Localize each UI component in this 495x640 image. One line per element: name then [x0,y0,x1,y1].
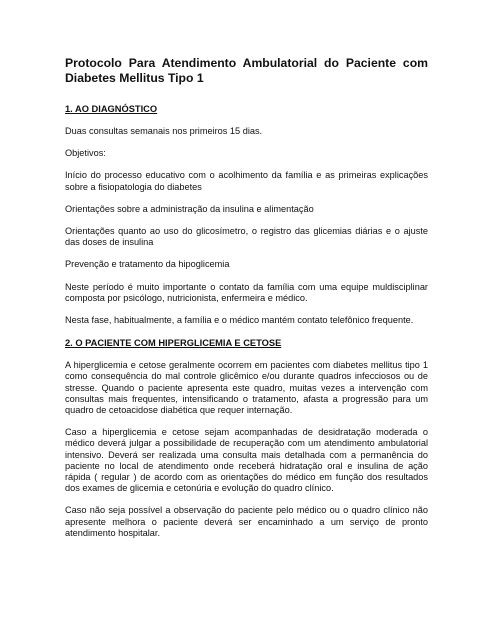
paragraph: Nesta fase, habitualmente, a família e o médico mantém contato telefônico frequente. [65,315,414,326]
paragraph: Início do processo educativo com o acolhimento da família e as primeiras explicações sobre a fisiopatologia do diabetes [65,170,428,192]
paragraph: Orientações sobre a administração da insulina e alimentação [65,203,314,214]
document-title: Protocolo Para Atendimento Ambulatorial do Paciente com Diabetes Mellitus Tipo 1 [65,56,428,85]
paragraph: Objetivos: [65,148,106,159]
paragraph: Orientações quanto ao uso do glicosímetro, o registro das glicemias diárias e o ajuste das doses de insulina [65,226,428,248]
section-heading: 2. O PACIENTE COM HIPERGLICEMIA E CETOSE [65,338,282,349]
paragraph: A hiperglicemia e cetose geralmente ocorrem em pacientes com diabetes mellitus tipo 1 como consequência do mal controle glicêmico e/ou durante quadros infecciosos ou de stresse. Quando o paciente apresenta este quadro, muitas vezes a intervenção com consultas mais frequentes, intensificando o tratamento, afasta a progressão para um quadro de cetoacidose diabética que requer internação. [65,360,428,416]
section-diagnostico [65,103,428,326]
document-page [65,56,428,550]
section-hiperglicemia-cetose [65,337,428,539]
section-heading: 1. AO DIAGNÓSTICO [65,104,158,114]
paragraph: Duas consultas semanais nos primeiros 15 dias. [65,126,263,136]
paragraph: Prevenção e tratamento da hipoglicemia [65,259,230,270]
paragraph: Caso não seja possível a observação do paciente pelo médico ou o quadro clínico não apresente melhora o paciente deverá ser encaminhado a um serviço de pronto atendimento hospitalar. [65,505,428,538]
paragraph: Neste período é muito importante o contato da família com uma equipe muldisciplinar composta por psicólogo, nutricionista, enfermeira e médico. [65,281,428,303]
paragraph: Caso a hiperglicemia e cetose sejam acompanhadas de desidratação moderada o médico deverá julgar a possibilidade de recuperação com um atendimento ambulatorial intensivo. Deverá ser realizada uma consulta mais detalhada com a permanência do paciente no local de atendimento onde receberá hidratação oral e insulina de ação rápida ( regular ) de acordo com as orientações do médico em função dos resultados dos exames de glicemia e cetonúria e evolução do quadro clínico. [65,427,428,494]
